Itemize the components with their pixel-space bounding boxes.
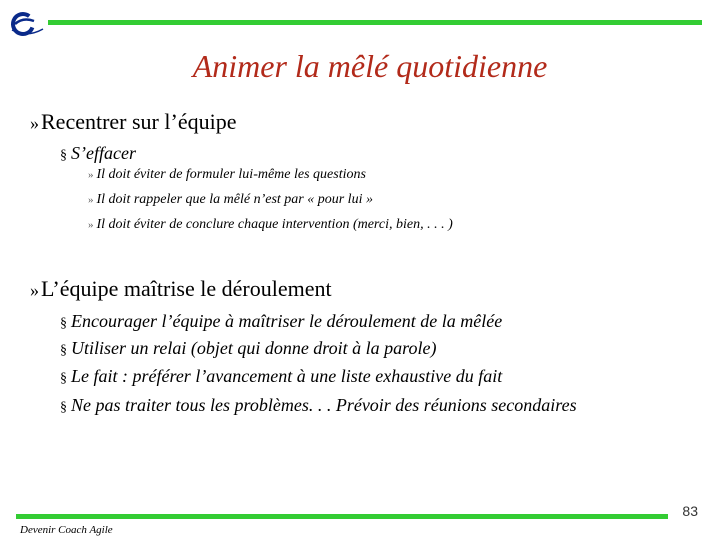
header-accent-bar [48,20,702,25]
bullet-marker: » [30,113,39,133]
bullet-level1 [30,109,236,135]
company-logo-icon [10,8,46,38]
bullet-level3 [88,217,453,233]
bullet-marker: § [60,400,67,415]
page-number: 83 [682,503,698,519]
bullet-level2 [60,366,502,387]
bullet-level1-text: Recentrer sur l’équipe [41,109,237,134]
bullet-level2 [60,338,436,359]
bullet-marker: § [60,316,67,331]
bullet-level2-text: Encourager l’équipe à maîtriser le déroulement de la mêlée [71,311,503,331]
footer-accent-bar [16,514,668,519]
bullet-level3-text: Il doit rappeler que la mêlé n’est par « pour lui » [96,192,373,207]
bullet-marker: § [60,148,67,163]
bullet-marker: » [88,194,94,206]
footer-course-title: Devenir Coach Agile [20,524,113,536]
bullet-level3-text: Il doit éviter de formuler lui-même les questions [96,167,366,182]
bullet-level2 [60,311,502,332]
bullet-level1 [30,276,332,302]
bullet-marker: § [60,371,67,386]
bullet-level2 [60,395,577,416]
bullet-marker: § [60,343,67,358]
bullet-level2-text: S’effacer [71,143,136,163]
bullet-level2-text: Le fait : préférer l’avancement à une liste exhaustive du fait [71,366,503,386]
bullet-level1-text: L’équipe maîtrise le déroulement [41,276,332,301]
bullet-level2-text: Ne pas traiter tous les problèmes. . . Prévoir des réunions secondaires [71,395,577,415]
bullet-level3 [88,192,373,208]
bullet-marker: » [88,219,94,231]
bullet-marker: » [88,169,94,181]
bullet-level2 [60,143,136,164]
bullet-marker: » [30,280,39,300]
bullet-level3 [88,167,366,183]
bullet-level3-text: Il doit éviter de conclure chaque intervention (merci, bien, . . . ) [96,217,453,232]
slide-title: Animer la mêlé quotidienne [192,48,548,84]
bullet-level2-text: Utiliser un relai (objet qui donne droit à la parole) [71,338,437,358]
